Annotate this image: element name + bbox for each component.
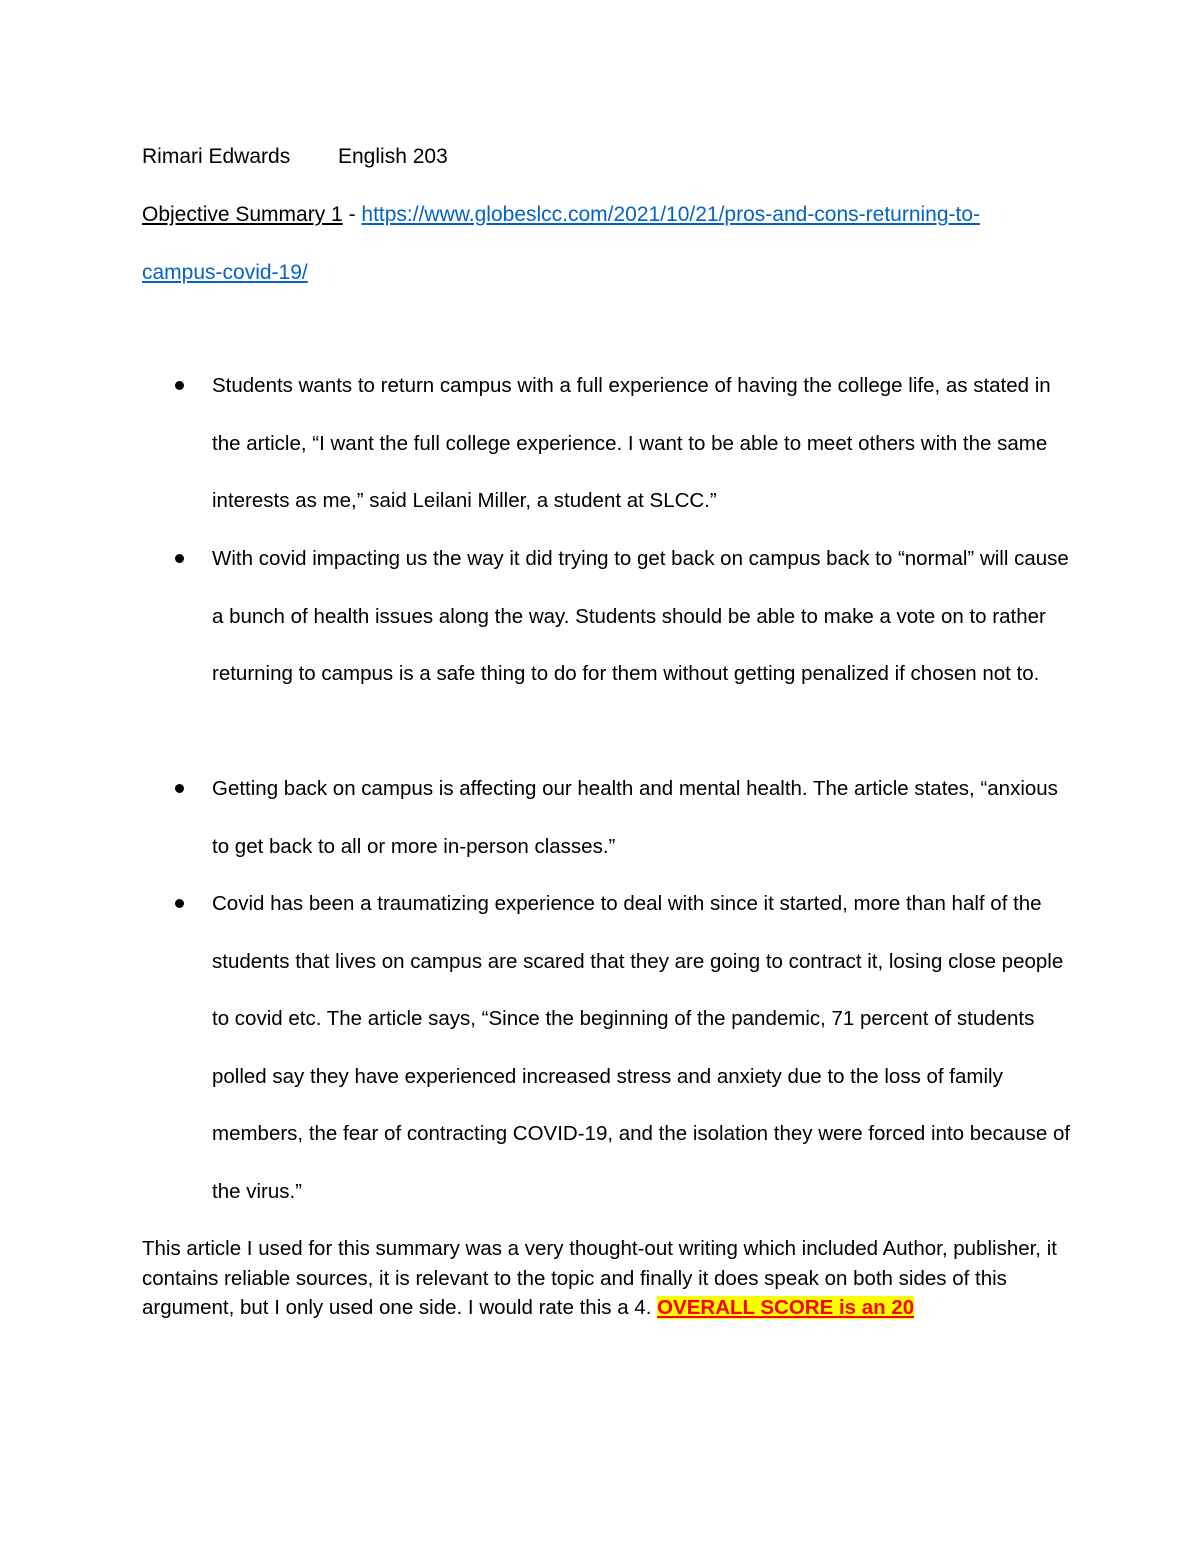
title-separator: - (342, 203, 362, 226)
bullet-text: Students wants to return campus with a full experience of having the college life, as stated in the article, “I want the full college experience. I want to be able to meet others with the same interests as me,” said Leilani Miller, a student at SLCC.” (212, 374, 1051, 512)
bullet-icon (175, 381, 184, 390)
summary-title-line (142, 201, 980, 229)
closing-text: This article I used for this summary was a very thought-out writing which included Author, publisher, it contains reliable sources, it is relevant to the topic and finally it does speak on both sides of this argument, but I only used one side. I would rate this a 4. (142, 1237, 1057, 1319)
course-name: English 203 (338, 145, 448, 168)
bullet-icon (175, 784, 184, 793)
closing-paragraph (142, 1234, 1072, 1323)
overall-score: OVERALL SCORE is an 20 (657, 1296, 915, 1319)
summary-title: Objective Summary 1 (142, 203, 343, 226)
bullet-text: Getting back on campus is affecting our health and mental health. The article states, “anxious to get back to all or more in-person classes.” (212, 777, 1058, 858)
bullet-icon (175, 899, 184, 908)
source-link-continued[interactable]: campus-covid-19/ (142, 261, 308, 284)
header-line (142, 143, 448, 171)
bullet-text: Covid has been a traumatizing experience to deal with since it started, more than half of the students that lives on campus are scared that they are going to contract it, losing close people to covid etc. The article says, “Since the beginning of the pandemic, 71 percent of students polled say they have experienced increased stress and anxiety due to the loss of family members, the fear of contracting COVID-19, and the isolation they were forced into because of the virus.” (212, 892, 1071, 1203)
bullet-icon (175, 554, 184, 563)
bullet-text: With covid impacting us the way it did trying to get back on campus back to “normal” will cause a bunch of health issues along the way. Students should be able to make a vote on to rather returning to campus is a safe thing to do for them without getting penalized if chosen not to. (212, 547, 1069, 685)
source-link[interactable]: https://www.globeslcc.com/2021/10/21/pros-and-cons-returning-to- (361, 203, 981, 226)
author-name: Rimari Edwards (142, 145, 291, 168)
